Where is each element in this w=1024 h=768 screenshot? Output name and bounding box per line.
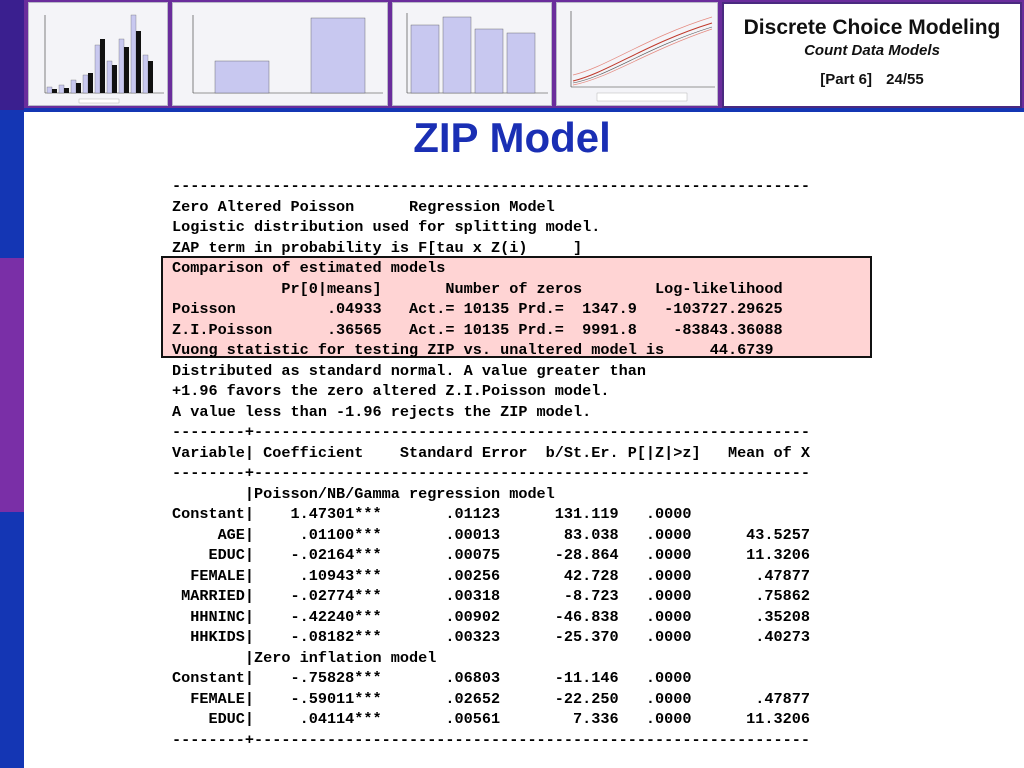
topic-subtitle: Count Data Models: [804, 42, 940, 59]
regression-output: [172, 176, 810, 750]
output-line: --------+-------------------------------------------------------------: [172, 464, 810, 482]
output-line: Z.I.Poisson .36565 Act.= 10135 Prd.= 9991.8 -83843.36088: [172, 320, 783, 339]
output-line: Logistic distribution used for splitting model.: [172, 218, 601, 236]
header-divider: [24, 108, 1024, 112]
left-band-purple: [0, 258, 24, 512]
left-band-bottom: [0, 512, 24, 768]
output-line: --------+-------------------------------------------------------------: [172, 423, 810, 441]
output-line: EDUC| -.02164*** .00075 -28.864 .0000 11.3206: [172, 546, 810, 564]
output-line: HHKIDS| -.08182*** .00323 -25.370 .0000 .40273: [172, 628, 810, 646]
output-line: Zero Altered Poisson Regression Model: [172, 197, 555, 216]
part-indicator: [724, 71, 1020, 88]
output-line: AGE| .01100*** .00013 83.038 .0000 43.5257: [172, 525, 810, 544]
output-line: Vuong statistic for testing ZIP vs. unaltered model is 44.6739: [172, 341, 774, 359]
output-line: FEMALE| .10943*** .00256 42.728 .0000 .47877: [172, 566, 810, 585]
bar-chart-thumbnail-icon: [173, 3, 388, 106]
course-title: Discrete Choice Modeling: [743, 16, 1001, 39]
output-line: Pr[0|means] Number of zeros Log-likelihood: [172, 279, 783, 298]
page-number: 24/55: [886, 71, 924, 88]
output-line: --------+-------------------------------------------------------------: [172, 730, 810, 749]
course-title-box: [722, 2, 1022, 108]
output-line: Distributed as standard normal. A value greater than: [172, 361, 646, 380]
output-line: Comparison of estimated models: [172, 259, 446, 277]
output-line: Constant| -.75828*** .06803 -11.146 .0000: [172, 669, 692, 687]
output-line: |Poisson/NB/Gamma regression model: [172, 484, 555, 503]
bar-chart-thumbnail-icon: [393, 3, 552, 106]
model-means-thumbnail: [392, 2, 552, 106]
part-label: [Part 6]: [820, 71, 872, 88]
output-line: ZAP term in probability is F[tau x Z(i) ]: [172, 238, 583, 257]
histogram-thumbnail: [28, 2, 168, 106]
output-line: Variable| Coefficient Standard Error b/St.Er. P[|Z|>z] Mean of X: [172, 443, 810, 462]
output-line: A value less than -1.96 rejects the ZIP model.: [172, 402, 592, 421]
output-line: EDUC| .04114*** .00561 7.336 .0000 11.3206: [172, 710, 810, 728]
output-line: ----------------------------------------------------------------------: [172, 177, 810, 195]
line-chart-thumbnail-icon: [557, 3, 718, 106]
output-line: FEMALE| -.59011*** .02652 -22.250 .0000 .47877: [172, 689, 810, 708]
output-line: +1.96 favors the zero altered Z.I.Poisson model.: [172, 382, 610, 400]
output-line: |Zero inflation model: [172, 648, 437, 667]
output-line: MARRIED| -.02774*** .00318 -8.723 .0000 .75862: [172, 587, 810, 605]
slide-title: ZIP Model: [413, 114, 611, 161]
left-band-top: [0, 0, 24, 110]
bar-chart-thumbnail-icon: [29, 3, 168, 106]
means-bar-thumbnail: [172, 2, 388, 106]
partial-effects-thumbnail: [556, 2, 718, 106]
output-line: Constant| 1.47301*** .01123 131.119 .0000: [172, 505, 692, 523]
output-line: HHNINC| -.42240*** .00902 -46.838 .0000 .35208: [172, 607, 810, 626]
output-line: Poisson .04933 Act.= 10135 Prd.= 1347.9 -103727.29625: [172, 300, 783, 318]
